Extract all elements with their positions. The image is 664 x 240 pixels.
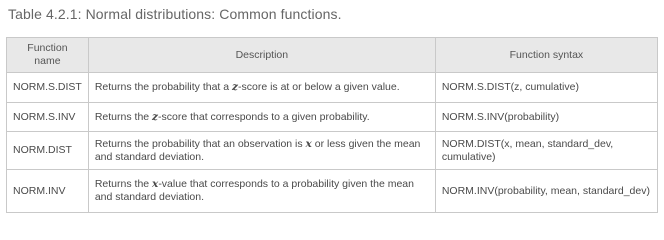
- description-text: Returns the: [94, 110, 153, 123]
- syntax-cell: NORM.S.INV(probability): [435, 103, 657, 132]
- table-caption: Table 4.2.1: Normal distributions: Common functions.: [8, 6, 342, 22]
- table-row: [7, 170, 658, 213]
- function-name-cell: NORM.INV: [7, 170, 89, 213]
- description-text: -value that corresponds to a probability given the mean and standard deviation.: [94, 178, 414, 203]
- syntax-cell: NORM.DIST(x, mean, standard_dev, cumulative): [435, 132, 657, 170]
- description-text: Returns the probability that a: [94, 81, 233, 93]
- description-cell: [88, 132, 435, 170]
- syntax-cell: NORM.S.DIST(z, cumulative): [435, 73, 657, 103]
- math-variable: x: [152, 178, 159, 190]
- description-cell: [88, 103, 435, 132]
- table-row: [7, 132, 658, 170]
- math-variable: x: [305, 137, 312, 150]
- math-variable: z: [232, 81, 238, 93]
- functions-table: [6, 37, 658, 213]
- table-row: [7, 103, 658, 132]
- function-name-cell: NORM.DIST: [7, 132, 89, 170]
- function-name-cell: NORM.S.INV: [7, 103, 89, 132]
- table-header-row: [7, 38, 658, 73]
- header-function-name: Function name: [7, 38, 89, 73]
- description-cell: [88, 170, 435, 213]
- math-variable: z: [152, 110, 159, 123]
- header-description: Description: [88, 38, 435, 73]
- description-text: -score that corresponds to a given probability.: [158, 110, 370, 123]
- description-text: Returns the probability that an observation is: [94, 137, 306, 150]
- syntax-cell: NORM.INV(probability, mean, standard_dev): [435, 170, 657, 213]
- table-row: [7, 73, 658, 103]
- description-text: -score is at or below a given value.: [237, 81, 400, 93]
- description-text: or less given the mean and standard deviation.: [94, 137, 421, 163]
- description-text: Returns the: [94, 178, 153, 190]
- function-name-cell: NORM.S.DIST: [7, 73, 89, 103]
- description-cell: [88, 73, 435, 103]
- header-function-syntax: Function syntax: [435, 38, 657, 73]
